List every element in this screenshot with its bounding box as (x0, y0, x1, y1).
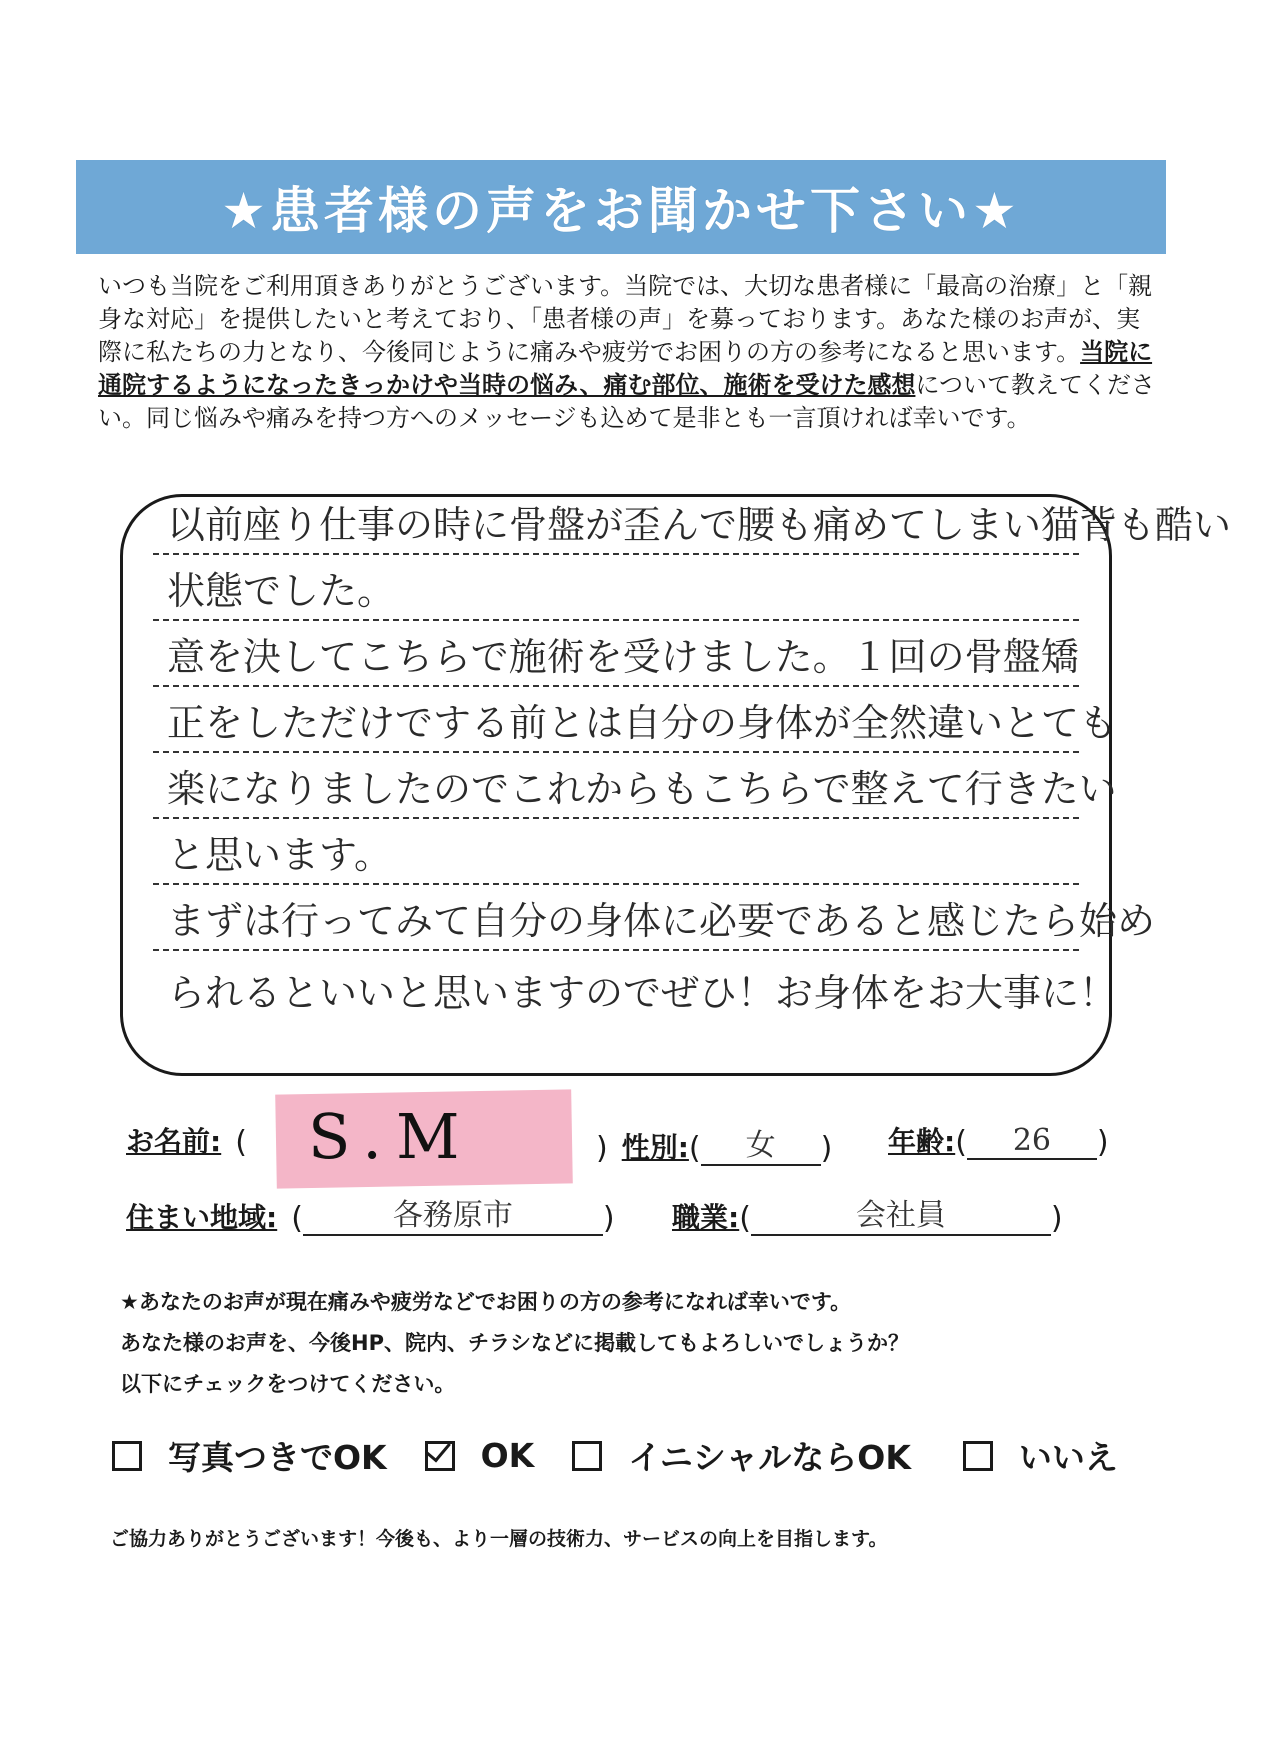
paren-open: ( (235, 1125, 247, 1160)
gender-row (596, 1120, 832, 1166)
paren-close: ) (1050, 1201, 1063, 1236)
checkbox-initial-ok[interactable] (572, 1441, 602, 1471)
region-label: 住まい地域: (126, 1201, 278, 1234)
region-value: 各務原市 (303, 1190, 603, 1236)
age-label: 年齢: (888, 1125, 956, 1158)
message-line: 楽になりましたのでこれからもこちらで整えて行きたい (153, 753, 1079, 819)
option-label: いいえ (1018, 1438, 1118, 1477)
intro-underlined: 当院に通院するようになったきっかけや当時の悩み、痛む部位、施術を受けた感想 (98, 338, 1153, 399)
checkbox-photo-ok[interactable] (112, 1441, 142, 1471)
notice-line: 以下にチェックをつけてください。 (120, 1372, 456, 1396)
message-line: 状態でした。 (153, 555, 1079, 621)
paren-close: ) (820, 1131, 833, 1166)
paren-close: ) (1096, 1125, 1109, 1160)
consent-options (112, 1432, 1172, 1479)
paren-close: ) (602, 1201, 615, 1236)
age-row (888, 1120, 1109, 1160)
message-line: 正をしただけでする前とは自分の身体が全然違いとても (153, 687, 1079, 753)
message-line: 以前座り仕事の時に骨盤が歪んで腰も痛めてしまい猫背も酷い (153, 489, 1079, 555)
age-value: 26 (967, 1123, 1097, 1160)
gender-label: 性別: (621, 1131, 689, 1164)
option-label: OK (480, 1436, 535, 1475)
page-title: ★患者様の声をお聞かせ下さい★ (221, 182, 1021, 240)
message-line: られるといいと思いますのでぜひ！お身体をお大事に！ (167, 971, 1118, 1015)
intro-part2: について教えてください。同じ悩みや痛みを持つ方へのメッセージも込めて是非とも一言頂ければ幸いです。 (98, 371, 1155, 432)
intro-text (98, 270, 1158, 435)
header-banner (76, 160, 1166, 254)
job-label: 職業: (672, 1201, 740, 1234)
option-label: 写真つきでOK (168, 1438, 387, 1477)
gender-value: 女 (701, 1120, 821, 1166)
footer-thanks: ご協力ありがとうございます！今後も、より一層の技術力、サービスの向上を目指します。 (110, 1528, 888, 1550)
checkbox-ok[interactable] (425, 1441, 455, 1471)
notice-line: あなた様のお声を、今後HP、院内、チラシなどに掲載してもよろしいでしょうか？ (120, 1331, 909, 1355)
name-row (126, 1120, 247, 1160)
name-label: お名前: (126, 1125, 222, 1158)
checkbox-no[interactable] (963, 1441, 993, 1471)
paren-close: ) (596, 1131, 608, 1166)
message-box (120, 494, 1232, 1076)
personal-info (126, 1082, 1136, 1242)
intro-part1: いつも当院をご利用頂きありがとうございます。当院では、大切な患者様に「最高の治療」と「親身な対応」を提供したいと考えており、「患者様の声」を募っております。あなた様のお声が、実際に私たちの力となり、今後同じように痛みや疲労でお困りの方の参考になると思います。 (98, 272, 1153, 366)
paren-open: ( (955, 1125, 967, 1160)
consent-notice (120, 1282, 1160, 1405)
job-row (672, 1190, 1063, 1236)
message-line: まずは行ってみて自分の身体に必要であると感じたら始め (153, 885, 1079, 951)
job-value: 会社員 (751, 1190, 1051, 1236)
message-line: と思います。 (153, 819, 1079, 885)
name-value: S.M (308, 1100, 474, 1173)
paren-open: ( (291, 1201, 303, 1236)
paren-open: ( (688, 1131, 701, 1166)
notice-line: ★あなたのお声が現在痛みや疲労などでお困りの方の参考になれば幸いです。 (120, 1290, 852, 1314)
message-line: 意を決してこちらで施術を受けました。１回の骨盤矯 (153, 621, 1079, 687)
paren-open: ( (739, 1201, 751, 1236)
option-label: イニシャルならOK (628, 1438, 911, 1477)
region-row (126, 1190, 615, 1236)
